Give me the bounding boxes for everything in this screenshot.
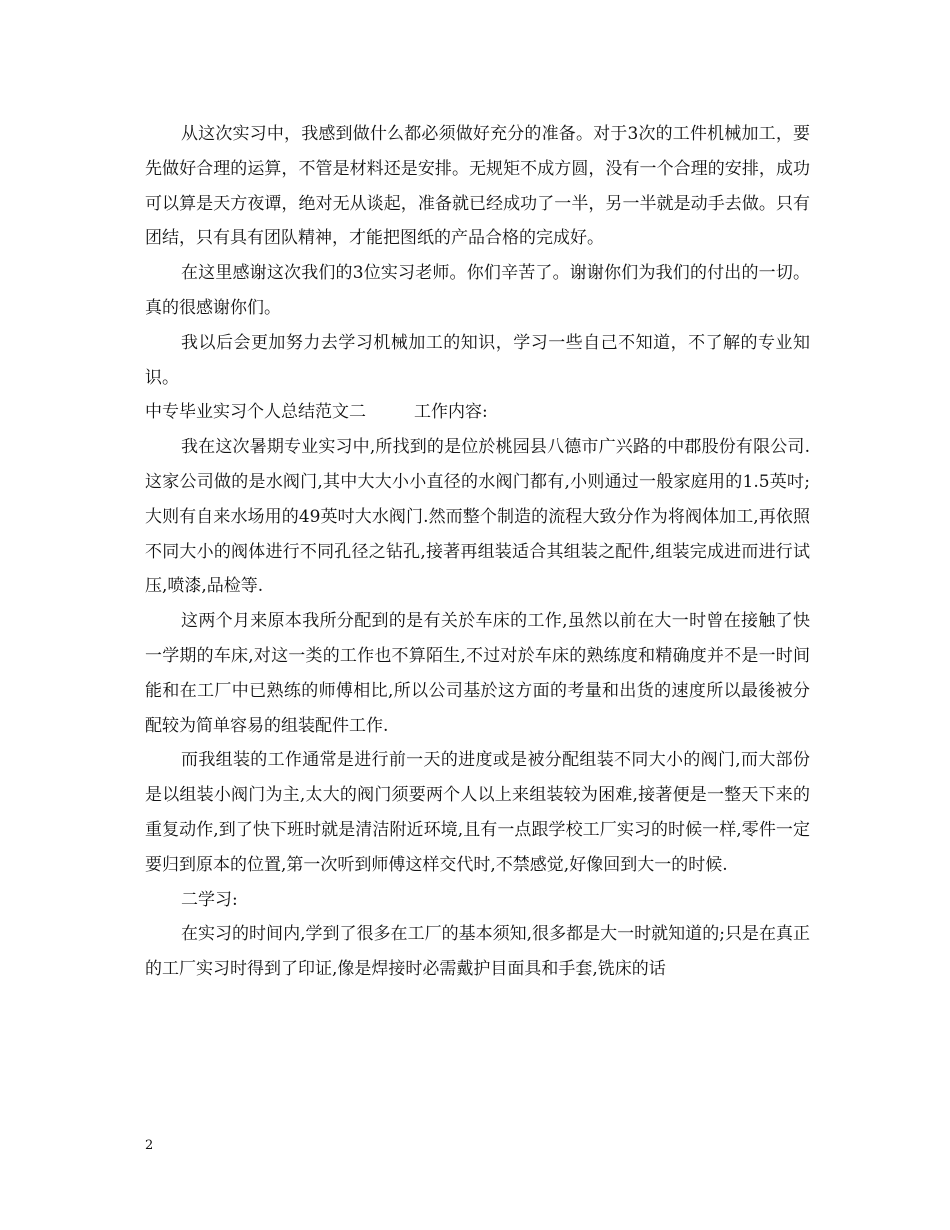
- section-title: 中专毕业实习个人总结范文二: [145, 402, 366, 423]
- document-body: [145, 117, 810, 987]
- paragraph-learning: 在实习的时间内,学到了很多在工厂的基本须知,很多都是大一时就知道的;只是在真正的工厂实习时得到了印证,像是焊接时必需戴护目面具和手套,铣床的话: [145, 924, 810, 980]
- paragraph-learning-heading: 二学习:: [181, 889, 238, 910]
- section-heading: [145, 395, 810, 430]
- paragraph-company: 我在这次暑期专业实习中,所找到的是位於桃园县八德市广兴路的中郡股份有限公司.这家公司做的是水阀门,其中大大小小直径的水阀门都有,小则通过一般家庭用的1.5英吋;大则有自来水场用的49英吋大水阀门.然而整个制造的流程大致分作为将阀体加工,再依照不同大小的阀体进行不同孔径之钻孔,接著再组装适合其组装之配件,组装完成进而进行试压,喷漆,品检等.: [145, 437, 810, 597]
- paragraph-preparation: 从这次实习中，我感到做什么都必须做好充分的准备。对于3次的工件机械加工，要先做好合理的运算，不管是材料还是安排。无规矩不成方圆，没有一个合理的安排，成功可以算是天方夜谭，绝对无从谈起，准备就已经成功了一半，另一半就是动手去做。只有团结，只有具有团队精神，才能把图纸的产品合格的完成好。: [145, 124, 810, 249]
- paragraph-lathe: 这两个月来原本我所分配到的是有关於车床的工作,虽然以前在大一时曾在接触了快一学期的车床,对这一类的工作也不算陌生,不过对於车床的熟练度和精确度并不是一时间能和在工厂中已熟练的师傅相比,所以公司基於这方面的考量和出货的速度所以最後被分配较为简单容易的组装配件工作.: [145, 611, 810, 736]
- section-subtitle: 工作内容:: [414, 402, 488, 423]
- page-number: 2: [145, 1138, 154, 1153]
- paragraph-thanks: 在这里感谢这次我们的3位实习老师。你们辛苦了。谢谢你们为我们的付出的一切。真的很感谢你们。: [145, 263, 810, 318]
- paragraph-assembly: 而我组装的工作通常是进行前一天的进度或是被分配组装不同大小的阀门,而大部份是以组装小阀门为主,太大的阀门须要两个人以上来组装较为困难,接著便是一整天下来的重复动作,到了快下班时就是清洁附近环境,且有一点跟学校工厂实习的时候一样,零件一定要归到原本的位置,第一次听到师傅这样交代时,不禁感觉,好像回到大一的时候.: [145, 750, 810, 875]
- paragraph-future-study: 我以后会更加努力去学习机械加工的知识，学习一些自己不知道，不了解的专业知识。: [145, 332, 810, 388]
